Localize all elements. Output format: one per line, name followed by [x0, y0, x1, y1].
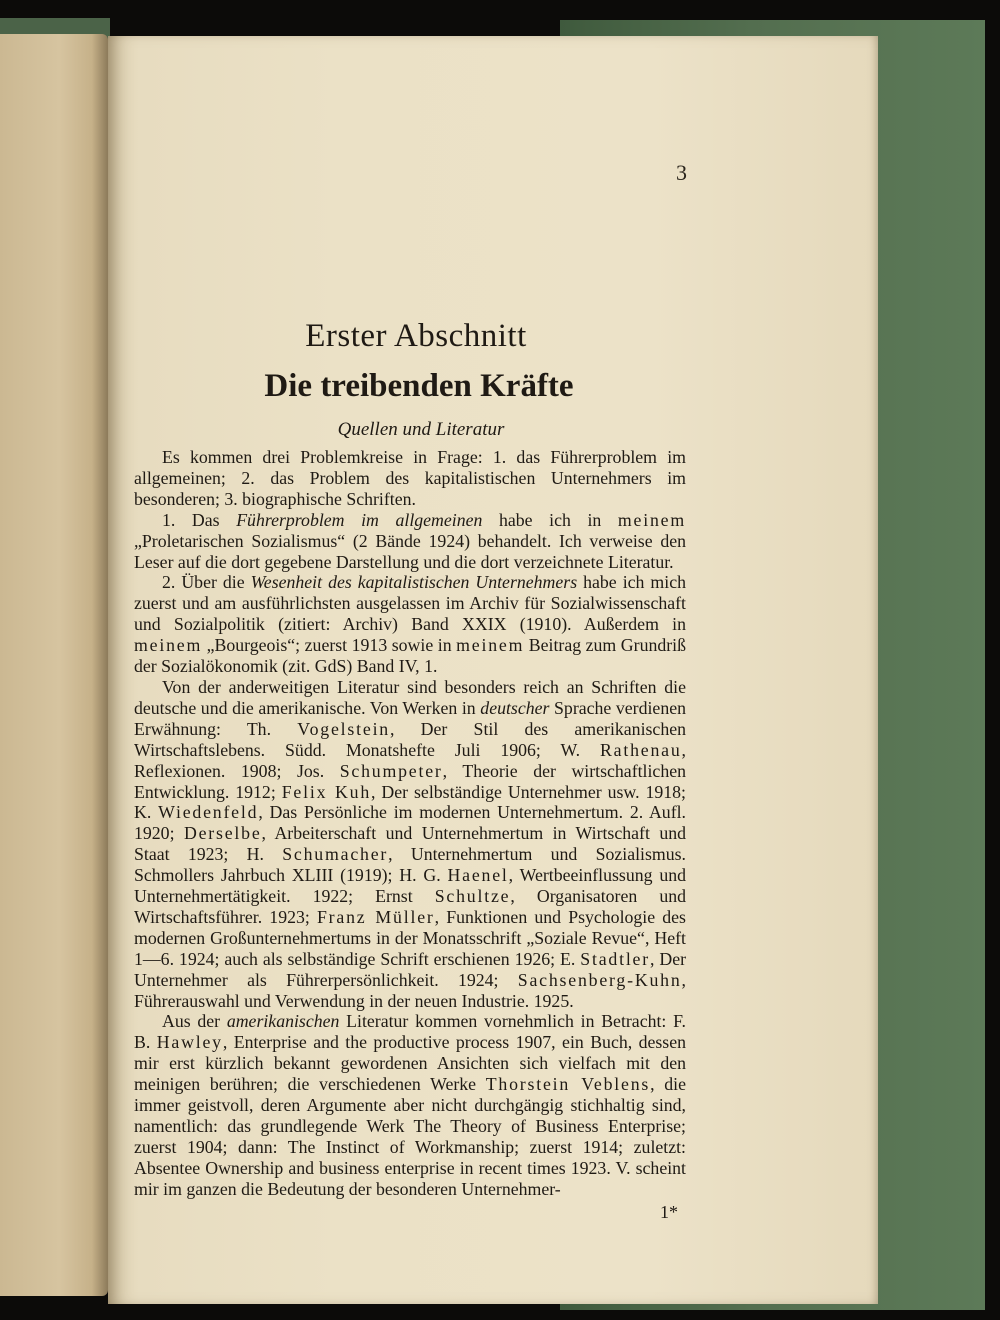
text-run: Es kommen drei Problemkreise in Frage: 1. das Führerproblem im allgemeinen; 2. das Problem des kapitalistischen Unternehmers im besonderen; 3. biographische Schriften.: [134, 447, 686, 509]
text-run: Von der anderweitigen Literatur sind besonders reich an Schriften die deutsche und die amerikanische. Von Werken in: [134, 676, 686, 718]
book-page: [108, 36, 878, 1304]
text-run: 2. Über die: [162, 572, 251, 593]
text-run: Literatur kommen vornehmlich in Betracht: F. B.: [134, 1011, 686, 1053]
sources-subtitle: Quellen und Literatur: [337, 419, 505, 440]
italic-phrase: Führerproblem im allgemeinen: [236, 509, 483, 530]
signature-mark: 1*: [660, 1201, 678, 1222]
spaced-name: meinem: [456, 635, 525, 656]
italic-phrase: Wesenheit des kapitalistischen Unternehmers: [250, 572, 578, 593]
text-run: , Enterprise and the productive process 1907, ein Buch, dessen mir erst kürzlich bekannt gewordenen Ansichten sich vielfach mit den meinigen berühren; die verschiedenen Werke: [134, 1032, 686, 1095]
text-run: Aus der: [162, 1011, 227, 1032]
spaced-name: Felix Kuh: [281, 781, 372, 802]
spaced-name: meinem: [134, 635, 203, 656]
text-run: „Proletarischen Sozialismus“ (2 Bände 1924) behandelt. Ich verweise den Leser auf die dort gegebene Darstellung und die dort verzeichnete Literatur.: [134, 530, 686, 572]
text-run: 1. Das: [162, 509, 237, 530]
text-run: , Wertbeeinflussung und Unternehmertätigkeit. 1922; Ernst: [134, 865, 686, 907]
spaced-name: Franz Müller: [316, 906, 435, 927]
text-run: Beitrag zum Grundriß der Sozialökonomik (zit. GdS) Band IV, 1.: [134, 635, 686, 677]
text-run: , Funktionen und Psychologie des modernen Großunternehmertums in der Monatsschrift „Soziale Revue“, Heft 1—6. 1924; auch als selbständige Schrift erschienen 1926; E.: [134, 906, 686, 969]
text-run: , Das Persönliche im modernen Unternehmertum. 2. Aufl. 1920;: [134, 802, 686, 844]
spaced-name: Wiedenfeld: [158, 802, 259, 823]
spaced-name: meinem: [617, 509, 686, 530]
spaced-name: Schultze: [434, 886, 511, 907]
spaced-name: Schumpeter: [339, 760, 443, 781]
section-title: Erster Abschnitt: [305, 318, 527, 354]
paragraph-p2: [134, 572, 686, 677]
text-run: , die immer geistvoll, deren Argumente aber nicht durchgängig stichhaltig sind, namentlich: das grundlegende Werk The Theory of Business Enterprise; zuerst 1904; dann: The Instinct of Workmanship; zuerst 1914; zuletzt: Absentee Ownership and business enterprise in recent times 1923. V. scheint mir im ganzen die Bedeutung der besonderen Unternehmer-: [134, 1074, 687, 1199]
paragraph-p3: [134, 677, 686, 1012]
spaced-name: Vogelstein: [297, 718, 390, 739]
paragraph-intro: [134, 447, 686, 510]
text-run: Sprache verdienen Erwähnung: Th.: [134, 697, 687, 739]
italic-phrase: amerikanischen: [226, 1011, 340, 1032]
paragraph-p1: [134, 510, 686, 573]
text-run: , Organisatoren und Wirtschaftsführer. 1923;: [134, 886, 686, 927]
spaced-name: Thorstein Veblens: [485, 1074, 651, 1095]
body-paragraphs: [134, 447, 686, 1200]
spaced-name: Stadtler: [580, 948, 650, 969]
text-run: , Der Unternehmer als Führerpersönlichkeit. 1924;: [134, 948, 687, 990]
page-number: 3: [676, 160, 687, 185]
spaced-name: Rathenau: [599, 739, 682, 760]
spaced-name: Sachsenberg-Kuhn: [517, 969, 682, 990]
text-run: habe ich mich zuerst und am ausführlichsten ausgelassen im Archiv für Sozialwissenschaft und Sozialpolitik (zitiert: Archiv) Band XXIX (1910). Außerdem in: [134, 572, 686, 635]
text-run: , Der Stil des amerikanischen Wirtschaftslebens. Südd. Monatshefte Juli 1906; W.: [134, 718, 686, 760]
text-run: , Reflexionen. 1908; Jos.: [134, 739, 686, 781]
text-run: , Führerauswahl und Verwendung in der neuen Industrie. 1925.: [134, 969, 686, 1011]
spaced-name: Haenel: [447, 865, 509, 886]
page-text: [134, 316, 686, 1222]
facing-page-left: [0, 34, 108, 1296]
paragraph-p4: [134, 1011, 686, 1199]
chapter-title: Die treibenden Kräfte: [264, 368, 574, 404]
text-run: , Unternehmertum und Sozialismus. Schmollers Jahrbuch XLIII (1919); H. G.: [134, 844, 686, 886]
text-run: , Theorie der wirtschaftlichen Entwicklung. 1912;: [134, 760, 686, 802]
italic-phrase: deutscher: [480, 697, 550, 718]
spaced-name: Hawley: [156, 1032, 223, 1053]
text-run: habe ich in: [482, 509, 618, 530]
text-run: „Bourgeois“; zuerst 1913 sowie in: [202, 635, 457, 656]
text-run: , Arbeiterschaft und Unternehmertum in Wirtschaft und Staat 1923; H.: [134, 823, 686, 865]
spaced-name: Schumacher: [282, 844, 389, 865]
spaced-name: Derselbe: [183, 823, 262, 844]
text-run: , Der selbständige Unternehmer usw. 1918; K.: [134, 781, 686, 823]
